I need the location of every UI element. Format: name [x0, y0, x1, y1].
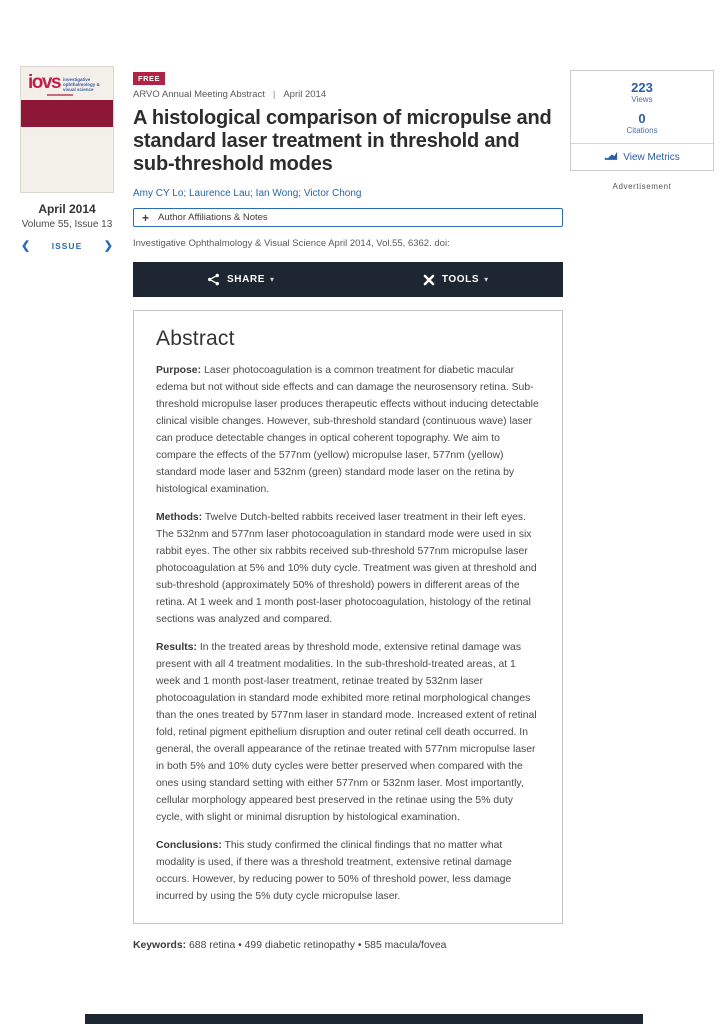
- tools-icon: [423, 274, 435, 286]
- abstract-section: [133, 310, 563, 924]
- issue-sidebar: [20, 66, 114, 252]
- keywords-line: [133, 940, 563, 951]
- keywords-label: Keywords:: [133, 940, 187, 951]
- conclusions-text: This study confirmed the clinical findings that no matter what modality is used, if there was a threshold treatment, extensive retinal damage occurs. However, by reducing power to 50% of threshold power, less damage incurred by using the 5% duty cycle micropulse laser.: [156, 840, 512, 902]
- next-issue-chevron-icon[interactable]: ❯: [103, 240, 113, 252]
- article-kicker: [133, 89, 563, 100]
- views-label: Views: [631, 95, 653, 104]
- author-affiliations-label: Author Affiliations & Notes: [158, 212, 268, 223]
- page-title: A histological comparison of micropulse and standard laser treatment in threshold and sub-threshold modes: [133, 107, 552, 175]
- kicker-separator: |: [272, 89, 276, 100]
- abstract-heading: Abstract: [156, 327, 235, 350]
- previous-issue-chevron-icon[interactable]: ❮: [21, 240, 31, 252]
- free-access-badge: FREE: [133, 72, 165, 85]
- metrics-box: [570, 70, 714, 171]
- tools-label: TOOLS: [441, 274, 480, 285]
- metrics-sidebar: [570, 70, 714, 191]
- keywords-text: 688 retina • 499 diabetic retinopathy • 585 macula/fovea: [189, 940, 447, 951]
- advertisement-label: Advertisement: [612, 182, 672, 191]
- cover-band-decoration: [21, 100, 113, 127]
- publisher-line-decoration: [47, 94, 73, 96]
- abstract-results-paragraph: [156, 639, 540, 826]
- issue-volume-info: Volume 55, Issue 13: [21, 219, 113, 230]
- journal-cover-thumbnail[interactable]: [20, 66, 114, 193]
- share-button[interactable]: [133, 262, 348, 297]
- caret-down-icon: ▾: [270, 275, 275, 284]
- abstract-purpose-paragraph: [156, 362, 540, 498]
- conclusions-label: Conclusions:: [156, 840, 222, 851]
- share-label: SHARE: [226, 274, 265, 285]
- chart-icon: [604, 148, 618, 166]
- issue-navigation: [20, 239, 114, 252]
- article-main: [133, 68, 563, 951]
- share-icon: [207, 273, 220, 286]
- views-count: 223: [631, 80, 653, 95]
- view-metrics-button[interactable]: [571, 143, 713, 170]
- abstract-conclusions-paragraph: [156, 837, 540, 905]
- author-list[interactable]: Amy CY Lo; Laurence Lau; Ian Wong; Victor Chong: [133, 188, 362, 199]
- journal-tagline: investigative ophthalmology & visual science: [63, 77, 100, 92]
- results-label: Results:: [156, 642, 197, 653]
- purpose-text: Laser photocoagulation is a common treatment for diabetic macular edema but not without side effects and can damage the neurosensory retina. Sub-threshold micropulse laser produces therapeutic effects without inducing detectable clinical visible changes. However, sub-threshold standard (continuous wave) laser can produce detectable changes in optical coherent topography. We aim to compare the effects of the 577nm (yellow) micropulse laser, 577nm (yellow) standard mode laser and 532nm (green) standard mode laser on the retina by histological examination.: [156, 365, 539, 495]
- citations-count: 0: [638, 111, 646, 126]
- results-text: In the treated areas by threshold mode, extensive retinal damage was present with all 4 treatment modalities. In the sub-threshold-treated areas, at 1 week and 1 month post-laser treatment, retinae treated by 532nm laser photocoagulation in standard mode exhibited more retinal morphological changes than the ones treated by 577nm laser in standard mode. Increased extent of retinal fold, retinal pigment epithelium disruption and outer retinal cell death occurred. In general, the overall appearance of the retinae treated with 577nm micropulse laser in both 5% and 10% duty cycles were better preserved when compared with the ones using standard setting with either 577nm or 532nm laser. Most importantly, cellular morphology appeared best preserved in the retinae using the 5% duty cycle, with slight or minimal disruption by histological examination.: [156, 642, 537, 823]
- purpose-label: Purpose:: [156, 365, 202, 376]
- iovs-logo: iovs: [28, 72, 61, 93]
- article-date: April 2014: [283, 89, 327, 100]
- tools-button[interactable]: [348, 262, 563, 297]
- author-affiliations-toggle[interactable]: [133, 208, 563, 227]
- view-metrics-label: View Metrics: [623, 151, 680, 163]
- abstract-methods-paragraph: [156, 509, 540, 628]
- footer-bar: [85, 1014, 643, 1024]
- journal-logo-block: [21, 67, 113, 92]
- action-bar: [133, 262, 563, 297]
- article-type: ARVO Annual Meeting Abstract: [133, 89, 265, 100]
- metrics-counts: [571, 71, 713, 143]
- citations-label: Citations: [626, 126, 658, 135]
- issue-date: April 2014: [38, 202, 96, 216]
- citation-line: Investigative Ophthalmology & Visual Science April 2014, Vol.55, 6362. doi:: [133, 238, 450, 249]
- plus-icon: +: [142, 210, 150, 225]
- methods-label: Methods:: [156, 512, 203, 523]
- caret-down-icon: ▾: [484, 275, 489, 284]
- methods-text: Twelve Dutch-belted rabbits received laser treatment in their left eyes. The 532nm and 577nm laser photocoagulation in standard mode were used in six rabbit eyes. The other six rabbits received sub-threshold 577nm micropulse laser photocoagulation at 5% and 10% duty cycle. Treatment was given at threshold and sub-threshold (approximately 50% of threshold) powers in different areas of the retina. At 1 week and 1 month post-laser photocoagulation, histology of the retinal sections was analyzed and compared.: [156, 512, 537, 625]
- issue-link[interactable]: ISSUE: [51, 240, 83, 251]
